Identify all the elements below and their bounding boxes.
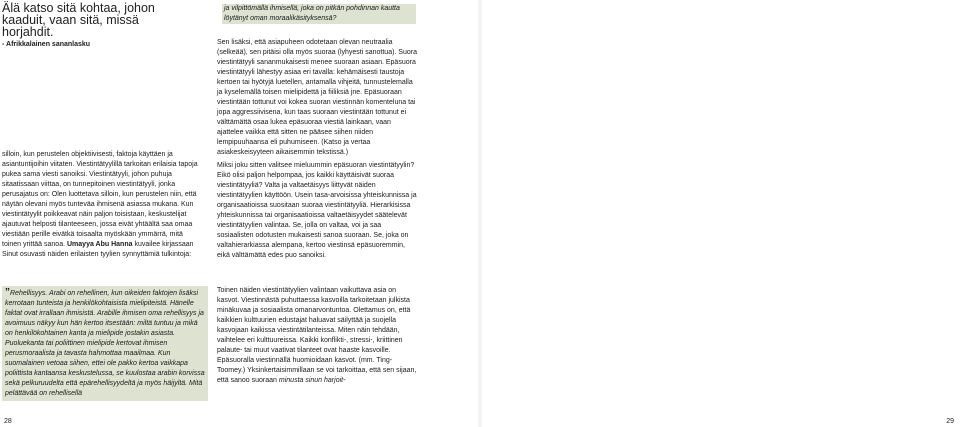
- page-number-right: 29: [946, 418, 954, 425]
- proverb-text: Älä katso sitä kohtaa, johon kaaduit, vaan sitä, missä horjahdit.: [2, 1, 155, 39]
- right-paragraph-1: Sen lisäksi, että asiapuheen odotetaan olevan neutraalia (selkeää), sen pitäisi olla myös suoraa (lyhyesti sanottua). Suora viestintätyyli sananmukaisesti menee suoraan asiaan. Epäsuora viestintätyyli lähestyy asiaa eri tavalla: kehämäisesti taustoja kertoen tai hyötyjä luetellen, antamalla vihjeitä, tunnustelemalla ja kyselemällä toisen mielipidettä ja fiiliksiä jne. Epäsuoraan viestintään tottunut voi kokea suoran viestinnän komentelunа tai jopa aggressiivisena, kun taas suoraan viestintään tottunut ei välttämättä osaa lukea epäsuoraa viestiä lainkaan, vaan ajattelee vaikka että sitten ne pääsee siihen niiden lempipuuhaansa eli puhumiseen. (Katso ja vertaa asiakeskeisyyteen aikaisemmin tekstissä.): [217, 39, 417, 156]
- proverb-source: - Afrikkalainen sananlasku: [2, 41, 91, 48]
- proverb: [2, 2, 192, 50]
- author-name: Umayya Abu Hanna: [67, 241, 133, 248]
- right-page: [217, 0, 960, 427]
- right-column-2: [217, 286, 417, 389]
- right-paragraph-2: Miksi joku sitten valitsee mieluummin epäsuoran viestintätyylin? Eikö olisi paljon helpompaa, jos kaikki käyttäisivät suoraa viestintätyyliä? Valta ja valtaetäisyys liittyvät näiden viestintätyylien käyttöön. Usein tasa-arvoisissa yhteiskunnissa ja organisaatioissa suositaan suoraa viestintätyyliä. Hierarkisissa yhteiskunnissa tai organisaatioissa valtaetäisyydet säätelevät viestintätyylien valintaa. Se, jolla on valtaa, voi ja saa sosiaalisten odotusten mukaisesti sanoa suoraan. Se, joka on valtahierarkiassa alempana, kertoo viestinsä epäsuoremmin, eikä välttämättä edes puo sanoiksi.: [217, 162, 417, 259]
- quote-text: Rehellisyys. Arabi on rehellinen, kun oikeiden faktojen lisäksi kerrotaan tunteista ja henkilökohtaisista mielipiteistä. Hänelle faktat ovat irrallaan ihmisistä. Arabille ihmisen oma rehellisyys ja avoimuus näkyy kun hän kertoo itsestään: miltä tuntuu ja mikä on henkilökohtainen kanta ja mielipide jostakin asiasta. Puoluekanta tai poliittinen mielipide kertovat ihmisen perusmoraalista ja tavasta hahmottaa maailmaa. Kun suomalainen vetoaa siihen, ettei ole pakko kertoa vaikkapa poliittista kantaansa keskustelussa, se kuulostaa arabin korvissa sekä pelkuruudelta että epärehellisyydeltä ja myös häijyltä. Mitä pelättävää on rehellisellä: [5, 290, 205, 397]
- right-paragraph-3-italic: minusta sinun harjoit-: [278, 377, 346, 384]
- left-paragraph: [2, 150, 202, 260]
- left-paragraph-text: silloin, kun perustelen objektiivisesti, faktoja käyttäen ja asiantuntijoihin viitaten. Viestintätyylillä tarkoitan erilaisia tapoja pukea sama viesti sanoiksi. Viestintätyyli, johon puhuja sitaatissaan viittaa, on tunnepitoinen viestintätyyli, jonka perusajatus on: Olen luottetava silloin, kun perustelen niin, että näytän olevani myös tunteväa ihmisenä asiassa mukana. Kun viestintätyylit poikkeavat näin paljon toisistaan, keskustelijat ajautuvat helposti tilanteeseen, jossa eivät yhtäältä saa omaa viestiään perille eivätkä toisaalta myöskään ymmärrä, mitä toinen yrittää sanoa.: [2, 151, 198, 248]
- right-column-1: [217, 38, 417, 264]
- right-paragraph-3: [217, 286, 417, 386]
- right-paragraph-3-text: Toinen näiden viestintätyylien valintaan vaikuttava asia on kasvot. Viestinnästä puhuttaessa kasvoilla tarkoitetaan julkista minäkuvaa ja sosiaalista omanarvontuntoa. Olettamus on, että kaikkien kulttuurien edustajat haluavat säilyttää ja suojella kasvojaan kaikissa viestintätilanteissa. Miten näin tehdään, vaihtelee eri kulttuureissa. Kaikki konflikti-, stressi-, kriittinen palaute- tai muut vaativat tilanteet ovat haaste kasvoille. Epäsuoralla viestinnällä huomioidaan kasvot. (mm. Ting-Toomey.) Yksinkertaisimmillaan se voi tarkoittaa, että sen sijaan, että sanoo suoraan: [217, 287, 417, 384]
- left-paragraph-tail: kuvailee kirjassaan Sinut osuvasti näiden erilaisten tyylien synnyttämiä tulkintoja:: [2, 241, 194, 258]
- quote-mark-icon: ”: [5, 287, 10, 298]
- left-column: [2, 150, 202, 263]
- page-number-left: 28: [4, 418, 12, 425]
- top-callout: ja vilpittömällä ihmisellä, joka on pitkän pohdinnan kautta löytänyt oman moraalikäsityksensä?: [222, 4, 416, 24]
- quote-callout: [2, 286, 208, 401]
